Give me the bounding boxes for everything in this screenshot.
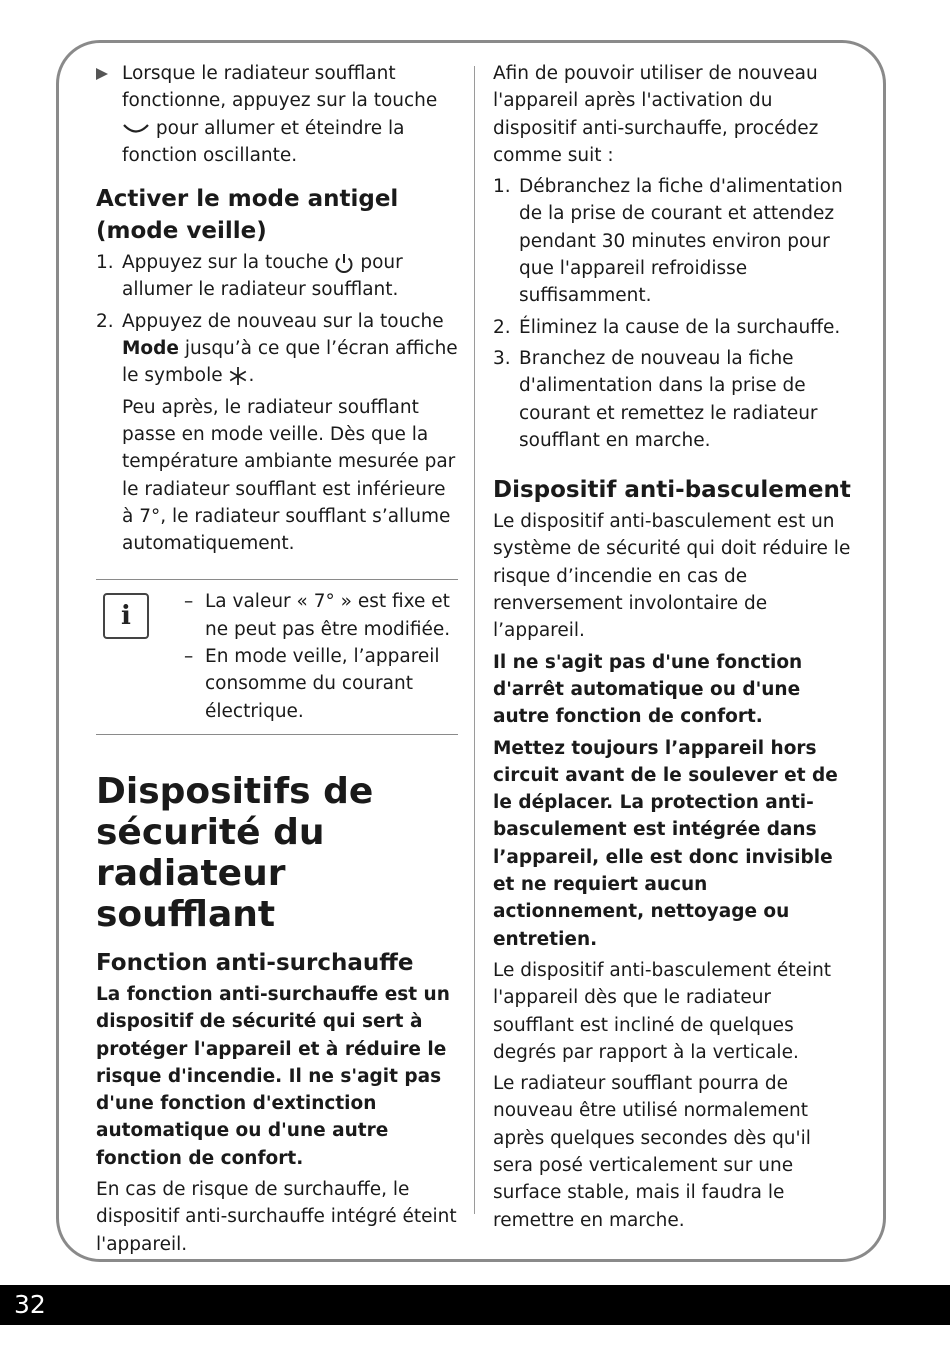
bascule-safety-note: Mettez toujours l’appareil hors circuit avant de le soulever et de le déplacer. La protection anti-basculement est intégrée dans l’appareil, elle est donc invisible et ne requiert aucun actionnement, nettoyage ou entretien. bbox=[493, 737, 838, 950]
bascule-restart: Le radiateur soufflant pourra de nouveau être utilisé normalement après quelques secondes dès qu'il sera posé verticalement sur une surface stable, mais il faudra le remettre en marche. bbox=[493, 1073, 811, 1231]
bascule-description: Le dispositif anti-basculement est un système de sécurité qui doit réduire le risque d’incendie en cas de renversement involontaire de l’appareil. bbox=[493, 511, 851, 642]
surchauffe-heading: Fonction anti-surchauffe bbox=[96, 949, 414, 976]
list-item: 3. Branchez de nouveau la fiche d'alimentation dans la prise de courant et remettez le radiateur soufflant en marche. bbox=[493, 347, 818, 451]
column-divider bbox=[474, 66, 475, 1214]
bascule-heading: Dispositif anti-basculement bbox=[493, 477, 851, 504]
oscillation-instruction: Lorsque le radiateur soufflant fonctionne, appuyez sur la touche pour allumer et éteindre la fonction oscillante. bbox=[96, 60, 458, 169]
list-item: – La valeur « 7° » est fixe et ne peut pas être modifiée. bbox=[184, 591, 451, 640]
reset-steps bbox=[493, 173, 855, 454]
triangle-bullet-icon bbox=[96, 68, 108, 80]
right-column bbox=[493, 60, 855, 1238]
list-item: 2. Appuyez de nouveau sur la touche Mode jusqu’à ce que l’écran affiche le symbole . bbox=[96, 310, 458, 387]
surchauffe-warning: La fonction anti-surchauffe est un dispositif de sécurité qui sert à protéger l'appareil et à réduire le risque d'incendie. Il ne s'agit pas d'une fonction d'extinction automatique ou d'une autre fonction de confort. bbox=[96, 983, 450, 1169]
page-number: 32 bbox=[14, 1290, 46, 1319]
left-column bbox=[96, 60, 458, 1262]
bascule-warning: Il ne s'agit pas d'une fonction d'arrêt automatique ou d'une autre fonction de confort. bbox=[493, 651, 803, 728]
surchauffe-description: En cas de risque de surchauffe, le dispositif anti-surchauffe intégré éteint l'appareil. bbox=[96, 1179, 457, 1255]
antigel-steps bbox=[96, 249, 458, 389]
list-item: 1. Débranchez la fiche d'alimentation de la prise de courant et attendez pendant 30 minutes environ pour que l'appareil refroidisse suffisamment. bbox=[493, 176, 843, 307]
antigel-description: Peu après, le radiateur soufflant passe en mode veille. Dès que la température ambiante mesurée par le radiateur soufflant est inférieure à 7°, le radiateur soufflant s’allume automatiquement. bbox=[122, 396, 456, 555]
info-note bbox=[96, 579, 458, 734]
bascule-behavior: Le dispositif anti-basculement éteint l'appareil dès que le radiateur soufflant est incliné de quelques degrés par rapport à la verticale. bbox=[493, 959, 832, 1063]
section-title: Dispositifs de sécurité du radiateur soufflant bbox=[96, 770, 374, 935]
list-item: – En mode veille, l’appareil consomme du courant électrique. bbox=[184, 646, 440, 722]
antigel-heading: Activer le mode antigel (mode veille) bbox=[96, 186, 399, 245]
info-icon: i bbox=[103, 593, 149, 639]
page-footer bbox=[0, 1285, 950, 1325]
power-icon bbox=[334, 252, 354, 274]
snowflake-icon bbox=[228, 366, 248, 386]
reset-intro: Afin de pouvoir utiliser de nouveau l'appareil après l'activation du dispositif anti-surchauffe, procédez comme suit : bbox=[493, 63, 819, 166]
oscillation-curve-icon bbox=[122, 122, 150, 136]
list-item: 2. Éliminez la cause de la surchauffe. bbox=[493, 316, 841, 338]
list-item: 1. Appuyez sur la touche pour allumer le radiateur soufflant. bbox=[96, 252, 403, 301]
